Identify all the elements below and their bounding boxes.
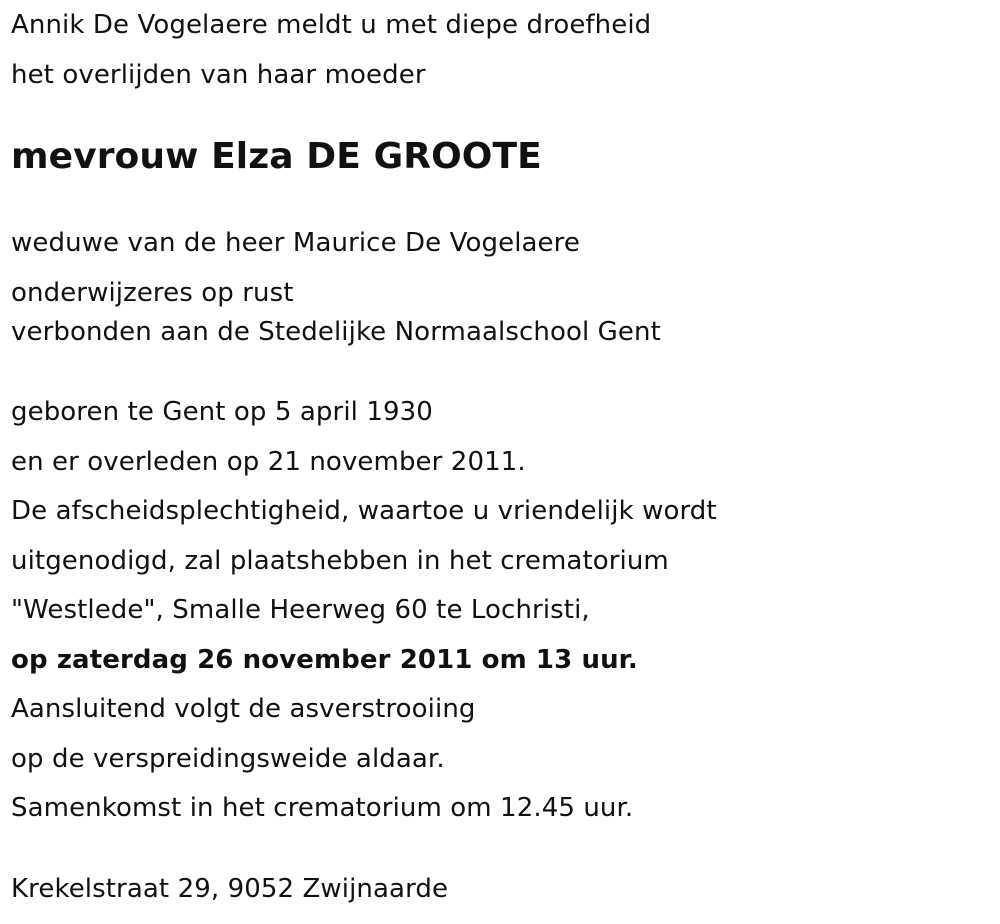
- widow-of-line: weduwe van de heer Maurice De Vogelaere: [11, 228, 580, 258]
- address-line: Krekelstraat 29, 9052 Zwijnaarde: [11, 874, 449, 904]
- ceremony-line-5: op de verspreidingsweide aldaar.: [11, 744, 445, 774]
- ceremony-date-time: op zaterdag 26 november 2011 om 13 uur.: [11, 645, 638, 675]
- ceremony-line-4: Aansluitend volgt de asverstrooiing: [11, 694, 476, 724]
- deceased-name: mevrouw Elza DE GROOTE: [11, 136, 542, 177]
- ceremony-line-2: uitgenodigd, zal plaatshebben in het crematorium: [11, 546, 669, 576]
- occupation-line: onderwijzeres op rust: [11, 278, 294, 308]
- ceremony-location: "Westlede", Smalle Heerweg 60 te Lochristi,: [11, 595, 590, 625]
- death-line: en er overleden op 21 november 2011.: [11, 447, 526, 477]
- gathering-line: Samenkomst in het crematorium om 12.45 uur.: [11, 793, 634, 823]
- ceremony-line-1: De afscheidsplechtigheid, waartoe u vriendelijk wordt: [11, 496, 717, 526]
- birth-line: geboren te Gent op 5 april 1930: [11, 397, 433, 427]
- obituary-notice: [11, 0, 991, 924]
- intro-line-2: het overlijden van haar moeder: [11, 60, 426, 90]
- intro-line-1: Annik De Vogelaere meldt u met diepe droefheid: [11, 10, 652, 40]
- affiliation-line: verbonden aan de Stedelijke Normaalschool Gent: [11, 317, 661, 347]
